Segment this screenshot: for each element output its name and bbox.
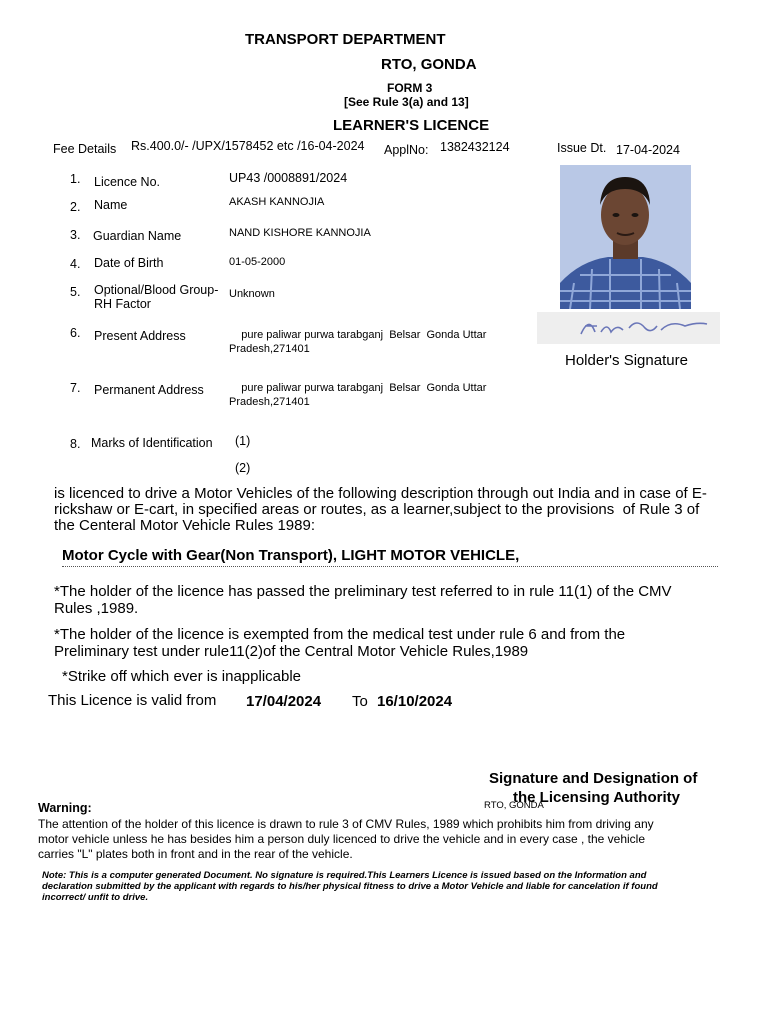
valid-from-date: 17/04/2024 (246, 693, 322, 710)
field-label-present-address: Present Address (94, 329, 186, 343)
authority-office: RTO, GONDA (484, 800, 544, 811)
validity-label: This Licence is valid from (48, 692, 217, 709)
field-label-permanent-address: Permanent Address (94, 383, 204, 397)
warning-line-3: carries "L" plates both in front and in the rear of the vehicle. (38, 847, 353, 861)
field-label-rh-factor: RH Factor (94, 297, 151, 311)
field-label-name: Name (94, 198, 128, 212)
field-label-licence-no: Licence No. (94, 175, 161, 189)
signature-scribble-icon (537, 312, 720, 344)
licence-text-line-3: the Centeral Motor Vehicle Rules 1989: (54, 517, 315, 534)
field-number: 4. (70, 257, 81, 271)
dotted-divider (62, 566, 718, 567)
fee-label: Fee Details (53, 142, 117, 156)
field-value-permanent-address-line2: Pradesh,271401 (229, 396, 310, 408)
appl-label: ApplNo: (384, 143, 429, 157)
footer-note-line-2: declaration submitted by the applicant with regards to his/her physical fitness to drive a Motor Vehicle and liable for cancelation if found (42, 881, 658, 892)
department-title: TRANSPORT DEPARTMENT (245, 31, 446, 48)
field-number: 1. (70, 172, 81, 186)
fee-value: Rs.400.0/- /UPX/1578452 etc /16-04-2024 (131, 139, 365, 153)
validity-to-label: To (352, 693, 368, 710)
note-medical-exemption-line2: Preliminary test under rule11(2)of the Central Motor Vehicle Rules,1989 (54, 643, 529, 660)
warning-line-2: motor vehicle unless he has besides him a person duly licenced to drive the vehicle and in every case , the vehicle (38, 832, 646, 846)
field-value-mark-1: (1) (235, 434, 251, 448)
warning-line-1: The attention of the holder of this licence is drawn to rule 3 of CMV Rules, 1989 which prohibits him from driving any (38, 817, 654, 831)
licence-text-line-1: is licenced to drive a Motor Vehicles of the following description through out India and in case of E- (54, 485, 707, 502)
note-medical-exemption: *The holder of the licence is exempted from the medical test under rule 6 and from the (54, 626, 626, 643)
strike-off-note: *Strike off which ever is inapplicable (62, 668, 302, 685)
field-value-mark-2: (2) (235, 461, 251, 475)
footer-note-line-3: incorrect/ unfit to drive. (42, 892, 149, 903)
document-title: LEARNER'S LICENCE (333, 117, 490, 134)
field-number: 5. (70, 285, 81, 299)
field-value-guardian: NAND KISHORE KANNOJIA (229, 227, 371, 239)
holder-signature-image (537, 312, 720, 344)
person-silhouette-icon (560, 165, 691, 309)
note-preliminary-test: *The holder of the licence has passed the preliminary test referred to in rule 11(1) of the CMV (54, 583, 672, 600)
office-title: RTO, GONDA (381, 56, 477, 73)
rule-reference: [See Rule 3(a) and 13] (344, 95, 469, 109)
holder-signature-label: Holder's Signature (565, 352, 688, 369)
field-label-dob: Date of Birth (94, 256, 164, 270)
note-preliminary-test-line2: Rules ,1989. (54, 600, 139, 617)
vehicle-classes: Motor Cycle with Gear(Non Transport), LIGHT MOTOR VEHICLE, (62, 547, 520, 564)
field-label-marks: Marks of Identification (91, 436, 213, 450)
issue-date-label: Issue Dt. (557, 141, 607, 155)
form-number: FORM 3 (387, 81, 433, 95)
valid-to-date: 16/10/2024 (377, 693, 453, 710)
field-value-present-address: pure paliwar purwa tarabganj Belsar Gonda Uttar (229, 329, 487, 341)
authority-signature-label: Signature and Designation of (489, 770, 698, 787)
footer-note-line-1: Note: This is a computer generated Document. No signature is required.This Learners Licence is issued based on the Information and (42, 870, 647, 881)
field-value-blood-group: Unknown (229, 288, 275, 300)
field-number: 7. (70, 381, 81, 395)
field-number: 2. (70, 200, 81, 214)
field-number: 3. (70, 228, 81, 242)
field-label-blood-group: Optional/Blood Group- (94, 283, 219, 297)
field-number: 6. (70, 326, 81, 340)
field-value-dob: 01-05-2000 (229, 256, 286, 268)
appl-value: 1382432124 (440, 140, 510, 154)
authority-designation-label: the Licensing Authority (513, 789, 680, 806)
holder-photo-icon (560, 165, 691, 309)
field-value-present-address-line2: Pradesh,271401 (229, 343, 310, 355)
field-value-name: AKASH KANNOJIA (229, 196, 325, 208)
issue-date-value: 17-04-2024 (616, 143, 680, 157)
field-value-permanent-address: pure paliwar purwa tarabganj Belsar Gonda Uttar (229, 382, 487, 394)
field-value-licence-no: UP43 /0008891/2024 (229, 171, 348, 185)
licence-text-line-2: rickshaw or E-cart, in specified areas or routes, as a learner,subject to the provisions of Rule 3 of (54, 501, 700, 518)
field-label-guardian: Guardian Name (93, 229, 182, 243)
field-number: 8. (70, 437, 81, 451)
warning-title: Warning: (38, 801, 92, 815)
